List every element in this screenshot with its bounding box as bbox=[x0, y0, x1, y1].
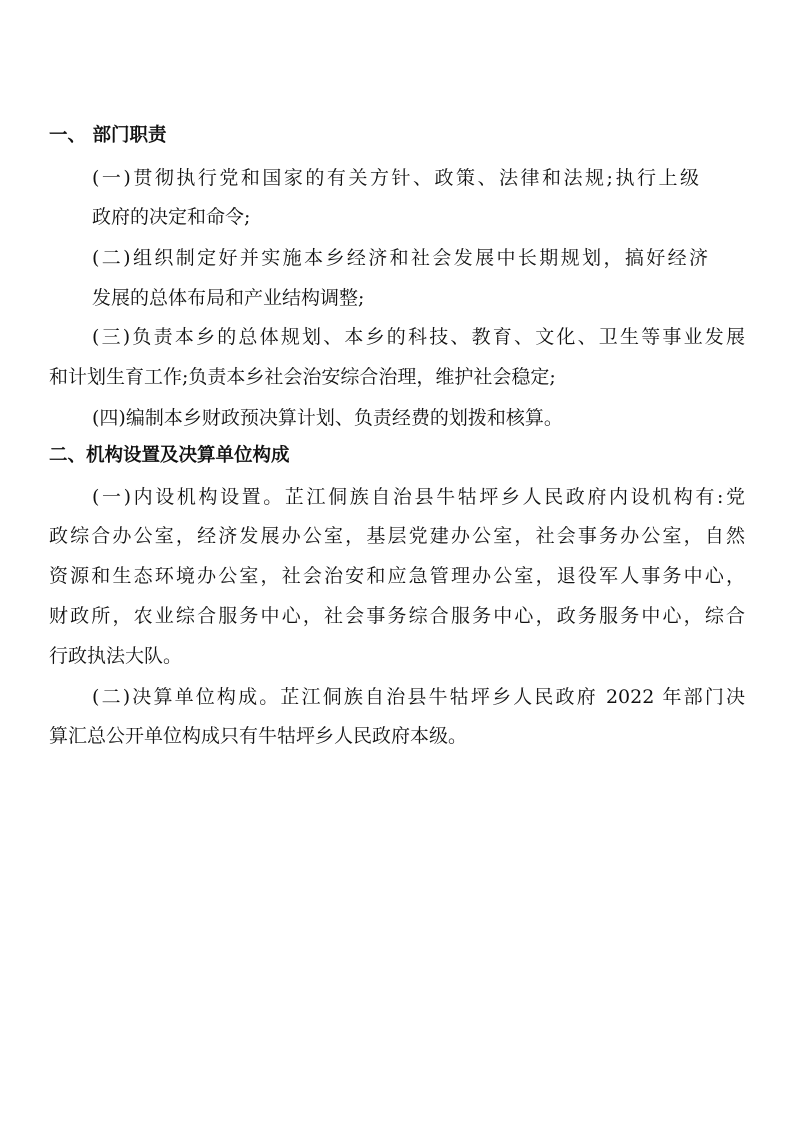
duty-item-3-line-2: 和计划生育工作;负责本乡社会治安综合治理，维护社会稳定; bbox=[49, 366, 556, 388]
section-heading-organization: 二、机构设置及决算单位构成 bbox=[49, 445, 290, 466]
org-item-1-line-2: 政综合办公室，经济发展办公室，基层党建办公室，社会事务办公室，自然 bbox=[49, 525, 745, 547]
org-item-2-line-2: 算汇总公开单位构成只有牛牯坪乡人民政府本级。 bbox=[49, 725, 468, 747]
duty-item-4-line-1: (四)编制本乡财政预决算计划、负责经费的划拨和核算。 bbox=[92, 407, 563, 429]
org-item-1-line-4: 财政所，农业综合服务中心，社会事务综合服务中心，政务服务中心，综合 bbox=[49, 605, 745, 627]
org-item-1-line-3: 资源和生态环境办公室，社会治安和应急管理办公室，退役军人事务中心， bbox=[49, 565, 745, 587]
duty-item-2-line-1: (二)组织制定好并实施本乡经济和社会发展中长期规划，搞好经济 bbox=[92, 247, 708, 269]
org-item-2-line-1: (二)决算单位构成。芷江侗族自治县牛牯坪乡人民政府 2022 年部门决 bbox=[92, 686, 745, 708]
section-heading-duties: 一、 部门职责 bbox=[49, 125, 167, 146]
org-item-1-line-1: (一)内设机构设置。芷江侗族自治县牛牯坪乡人民政府内设机构有:党 bbox=[92, 486, 745, 508]
duty-item-1-line-1: (一)贯彻执行党和国家的有关方针、政策、法律和法规;执行上级 bbox=[92, 167, 699, 189]
duty-item-1-line-2: 政府的决定和命令; bbox=[92, 206, 251, 228]
duty-item-3-line-1: (三)负责本乡的总体规划、本乡的科技、教育、文化、卫生等事业发展 bbox=[92, 326, 745, 348]
duty-item-2-line-2: 发展的总体布局和产业结构调整; bbox=[92, 287, 365, 309]
org-item-1-line-5: 行政执法大队。 bbox=[49, 645, 183, 667]
